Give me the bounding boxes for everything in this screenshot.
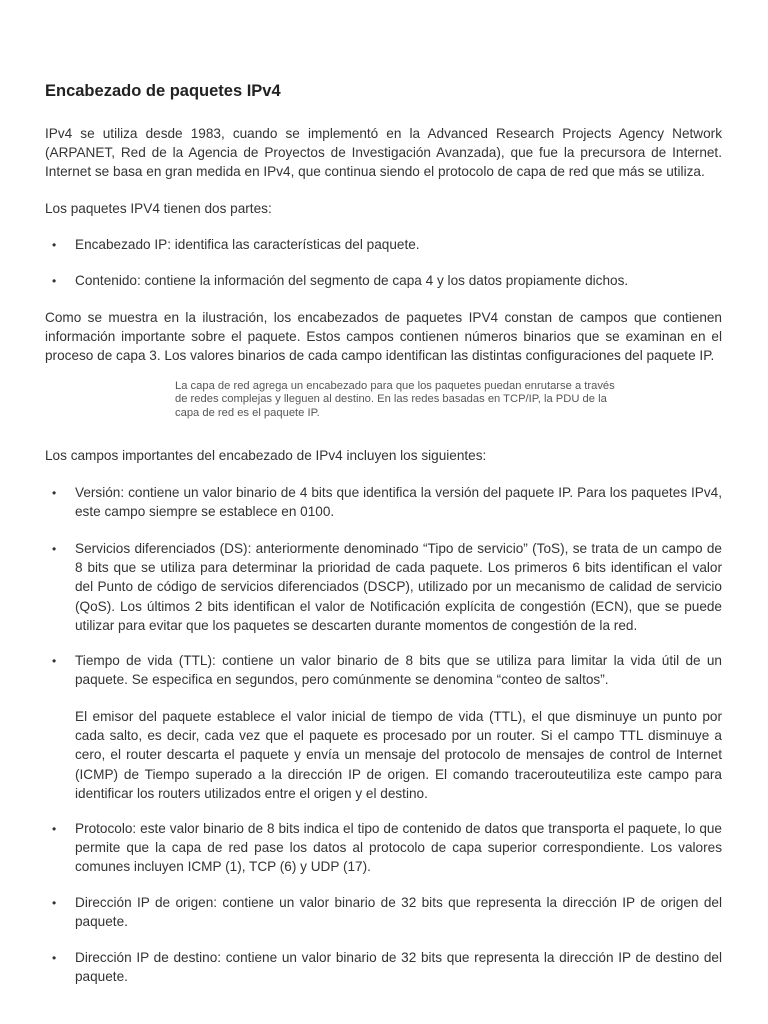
bullet-marker: • [52,654,57,668]
bullet-marker: • [52,822,57,836]
figure-caption: La capa de red agrega un encabezado para que los paquetes puedan enrutarse a través de redes complejas y lleguen al destino. En las redes basadas en TCP/IP, la PDU de la capa de red es el paquete IP. [175,380,615,419]
intro-paragraph: IPv4 se utiliza desde 1983, cuando se implementó en la Advanced Research Projects Agency Network (ARPANET, Red de la Agencia de Proyectos de Investigación Avanzada), que fue la precursora de Internet. Internet se basa en gran medida en IPv4, que continua siendo el protocolo de capa de red que más se utiliza. [45,126,722,180]
page-title: Encabezado de paquetes IPv4 [45,82,281,100]
field-item-version: Versión: contiene un valor binario de 4 bits que identifica la versión del paquete IP. Para los paquetes IPv4, este campo siempre se establece en 0100. [75,485,722,520]
field-item-ds: Servicios diferenciados (DS): anteriormente denominado “Tipo de servicio” (ToS), se trata de un campo de 8 bits que se utiliza para determinar la prioridad de cada paquete. Los primeros 6 bits identifican el valor del Punto de código de servicios diferenciados (DSCP), utilizado por un mecanismo de calidad de servicio (QoS). Los últimos 2 bits identifican el valor de Notificación explícita de congestión (ECN), que se puede utilizar para evitar que los paquetes se descarten durante momentos de congestión de la red. [75,541,722,633]
fields-intro: Los campos importantes del encabezado de IPv4 incluyen los siguientes: [45,448,487,463]
field-item-destination-ip: Dirección IP de destino: contiene un valor binario de 32 bits que representa la dirección IP de destino del paquete. [75,950,722,985]
bullet-marker: • [52,542,57,556]
field-item-ttl: Tiempo de vida (TTL): contiene un valor binario de 8 bits que se utiliza para limitar la vida útil de un paquete. Se especifica en segundos, pero comúnmente se denomina “conteo de saltos”. [75,653,722,688]
field-item-source-ip: Dirección IP de origen: contiene un valor binario de 32 bits que representa la dirección IP de origen del paquete. [75,895,722,930]
ttl-detail-paragraph: El emisor del paquete establece el valor inicial de tiempo de vida (TTL), el que disminuye un punto por cada salto, es decir, cada vez que el paquete es procesado por un router. Si el campo TTL disminuye a cero, el router descarta el paquete y envía un mensaje del protocolo de mensajes de control de Internet (ICMP) de Tiempo superado a la dirección IP de origen. El comando tracerouteutiliza este campo para identificar los routers utilizados entre el origen y el destino. [75,709,722,801]
part-item-content: Contenido: contiene la información del segmento de capa 4 y los datos propiamente dichos. [75,273,629,288]
illustration-paragraph: Como se muestra en la ilustración, los encabezados de paquetes IPV4 constan de campos que contienen información importante sobre el paquete. Estos campos contienen números binarios que se examinan en el proceso de capa 3. Los valores binarios de cada campo identifican las distintas configuraciones del paquete IP. [45,310,722,364]
bullet-marker: • [52,486,57,500]
bullet-marker: • [52,896,57,910]
bullet-marker: • [52,274,57,288]
bullet-marker: • [52,238,57,252]
bullet-marker: • [52,951,57,965]
field-item-protocol: Protocolo: este valor binario de 8 bits indica el tipo de contenido de datos que transporta el paquete, lo que permite que la capa de red pase los datos al protocolo de capa superior correspondiente. Los valores comunes incluyen ICMP (1), TCP (6) y UDP (17). [75,821,722,875]
parts-intro: Los paquetes IPV4 tienen dos partes: [45,201,272,216]
part-item-header: Encabezado IP: identifica las características del paquete. [75,237,420,252]
